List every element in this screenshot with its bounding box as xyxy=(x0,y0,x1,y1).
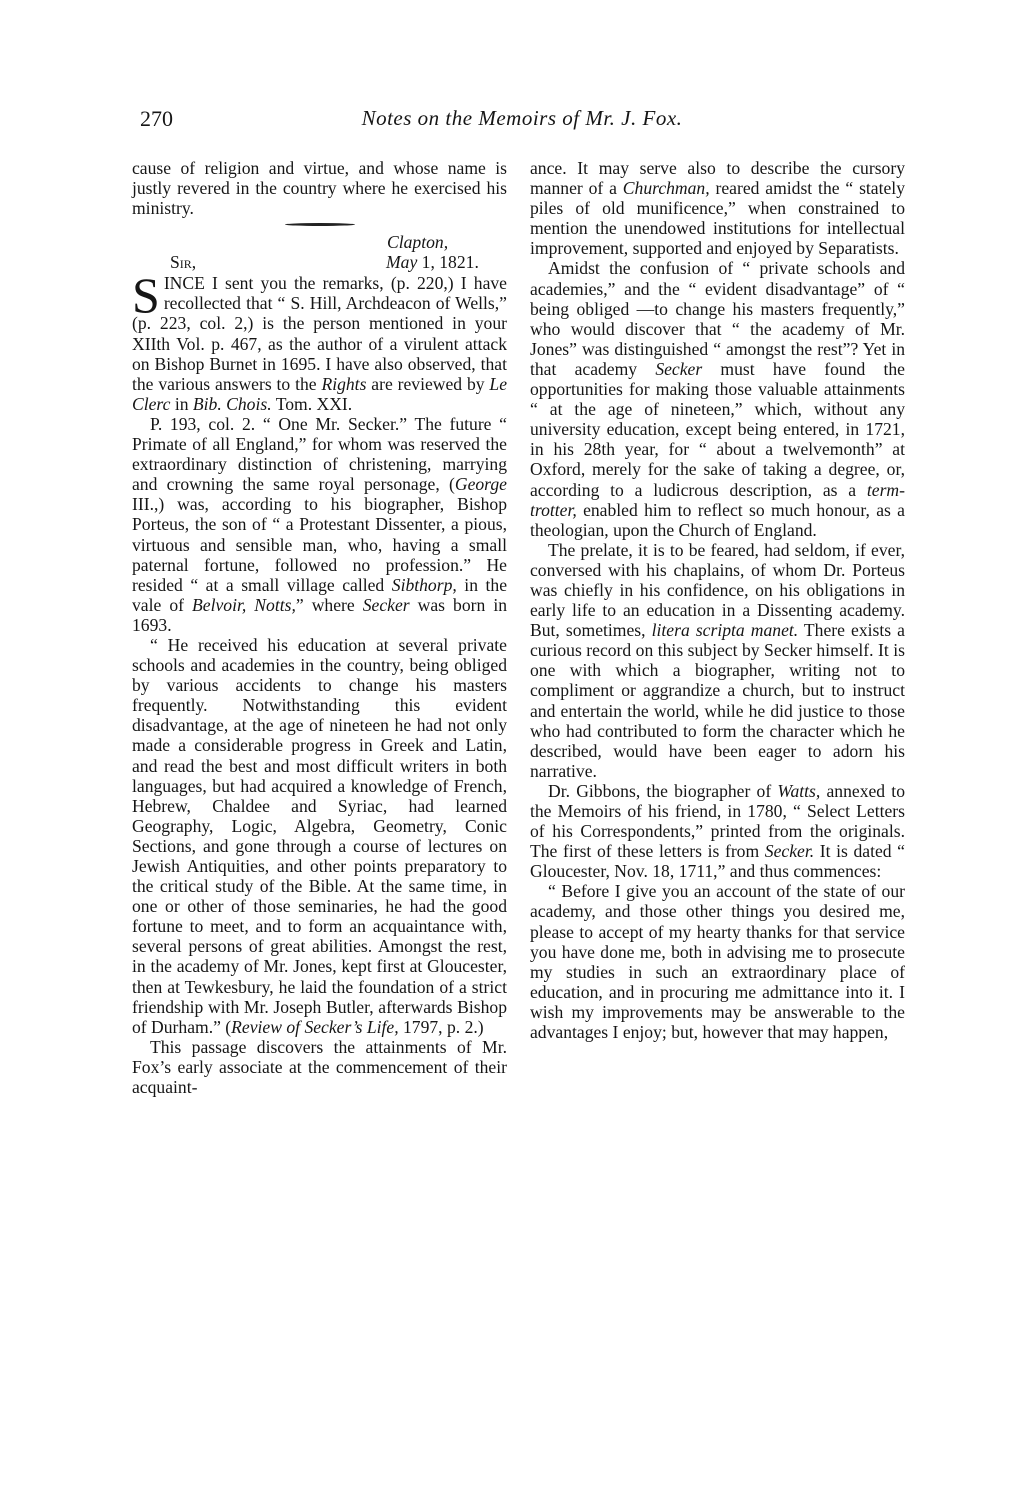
italic-run: term-trotter, xyxy=(530,479,905,520)
italic-run: Churchman, xyxy=(622,178,710,199)
text-run: ance. It may serve also to describe the cursory manner of a xyxy=(530,158,905,199)
italic-run: Rights xyxy=(321,373,367,394)
text-run: enabled him to reflect so much honour, as a theologian, upon the Church of England. xyxy=(530,499,905,540)
italic-run: Secker xyxy=(655,358,703,379)
left-column xyxy=(132,158,507,1097)
left-paragraph-2 xyxy=(132,414,507,635)
letter-date-month: May xyxy=(386,252,418,273)
italic-run: litera scripta manet. xyxy=(651,620,799,641)
text-run: in the vale of xyxy=(132,574,508,615)
text-run: ” where xyxy=(295,594,363,615)
left-paragraph-4: This passage discovers the attainments of Mr. Fox’s early associate at the commencement of their acquaint- xyxy=(132,1036,507,1098)
page-number: 270 xyxy=(140,106,173,131)
section-divider xyxy=(285,223,355,226)
text-run: was born in 1693. xyxy=(132,594,507,635)
text-run: must have found the opportunities for making those valuable attainments “ at the age of nineteen,” which, without any university education, except being entered, in 1721, in his 28th year, for “ about a twelvemonth” at Oxford, merely for the sake of taking a degree, or, according to a ludicrous description, as a xyxy=(530,358,905,500)
italic-run: Le Clerc xyxy=(132,373,508,414)
text-run: There exists a curious record on this subject by Secker himself. It is one with which a biographer, writing not to compliment or aggrandize a church, but to instruct and entertain the world, while he did justice to those who had contributed to form the character which he described, would have been eager to adorn his narrative. xyxy=(530,620,905,781)
italic-run: Bib. Chois. xyxy=(192,393,272,414)
text-run: The prelate, it is to be feared, had seldom, if ever, conversed with his chaplains, of whom Dr. Porteus was chiefly in his confidence, on his obligations in early life to an education in a Dissenting academy. But, sometimes, xyxy=(530,539,905,641)
right-column xyxy=(530,158,905,1042)
italic-run: George xyxy=(454,474,507,495)
text-run: P. 193, col. 2. “ One Mr. Secker.” The future “ Primate of all England,” for whom was reserved the extraordinary distinction of christening, marrying and crowning the same royal personage, ( xyxy=(132,413,507,495)
italic-run: Review of Secker’s Life, xyxy=(231,1016,399,1037)
text-run: Amidst the confusion of “ private schools and academies,” and the “ evident disadvantage” of “ being obliged —to change his masters frequently,” who would discover that “ the academy of Mr. Jones” was distinguished “ amongst the rest”? Yet in that academy xyxy=(530,258,905,379)
right-paragraph-1 xyxy=(530,258,905,539)
italic-run: Secker. xyxy=(764,841,815,862)
letter-date-rest: 1, 1821. xyxy=(417,252,479,273)
text-run: in xyxy=(170,393,193,414)
text-run: reared amidst the “ stately piles of old munificence,” when constrained to mention the unendowed institutions for intellectual improvement, supported and enjoyed by Separatists. xyxy=(530,178,905,259)
text-run: INCE I sent you the remarks, (p. 220,) I have recollected that “ S. Hill, Archdeacon of Wells,” (p. 223, col. 2,) is the person mentioned in your XIIth Vol. p. 467, as the author of a virulent attack on Bishop Burnet in 1695. I have also observed, that the various answers to the xyxy=(132,273,507,394)
right-paragraph-3 xyxy=(530,781,905,881)
left-paragraph-1 xyxy=(132,267,508,414)
italic-run: Watts, xyxy=(777,780,821,801)
italic-run: Belvoir, Notts, xyxy=(192,594,296,615)
italic-run: Sibthorp, xyxy=(391,574,457,595)
right-paragraph-0 xyxy=(530,158,905,258)
letter-date xyxy=(386,252,479,272)
italic-run: Secker xyxy=(362,594,410,615)
text-run: Dr. Gibbons, the biographer of xyxy=(548,780,778,801)
page-header xyxy=(140,106,904,140)
running-title: Notes on the Memoirs of Mr. J. Fox. xyxy=(361,106,683,130)
left-paragraph-3 xyxy=(132,635,507,1037)
text-run: Tom. XXI. xyxy=(271,393,353,414)
text-run: 1797, p. 2.) xyxy=(398,1016,484,1037)
text-run: are reviewed by xyxy=(366,373,490,394)
right-paragraph-2 xyxy=(530,540,905,781)
drop-cap: S xyxy=(132,267,160,324)
text-run: III.,) was, according to his biographer, Bishop Porteus, the son of “ a Protestant Dissenter, a pious, virtuous and sensible man, who, having a small paternal fortune, followed no profession.” He resided “ at a small village called xyxy=(132,494,507,595)
text-run: annexed to the Memoirs of his friend, in 1780, “ Select Letters of his Correspondents,” printed from the originals. The first of these letters is from xyxy=(530,780,905,862)
text-run: “ He received his education at several private schools and academies in the country, being obliged by various accidents to change his masters frequently. Notwithstanding this evident disadvantage, at the age of nineteen he had not only made a considerable progress in Greek and Latin, and read the best and most difficult writers in both languages, but had acquired a knowledge of French, Hebrew, Chaldee and Syriac, had learned Geography, Logic, Algebra, Geometry, Conic Sections, and gone through a course of lectures on Jewish Antiquities, and other points preparatory to the critical study of the Bible. At the same time, in one or other of those seminaries, he had the good fortune to meet, and to form an acquaintance with, several persons of great abilities. Amongst the rest, in the academy of Mr. Jones, kept first at Gloucester, then at Tewkesbury, he laid the foundation of a strict friendship with Mr. Joseph Butler, afterwards Bishop of Durham.” ( xyxy=(132,634,507,1037)
letter-salutation: Sir, xyxy=(170,252,197,273)
text-run: It is dated “ Gloucester, Nov. 18, 1711,” and thus commences: xyxy=(530,841,905,882)
left-paragraph-0: cause of religion and virtue, and whose name is justly revered in the country where he exercised his ministry. xyxy=(132,158,507,219)
right-paragraph-4: “ Before I give you an account of the state of our academy, and those other things you desired me, please to accept of my hearty thanks for that service you have done me, both in advising me to prosecute my studies in such an extraordinary place of education, and in procuring me admittance into it. I wish my improvements may be answerable to the advantages I enjoy; but, however that may happen, xyxy=(530,881,905,1043)
letter-heading xyxy=(132,232,507,273)
letter-place: Clapton, xyxy=(387,232,449,253)
